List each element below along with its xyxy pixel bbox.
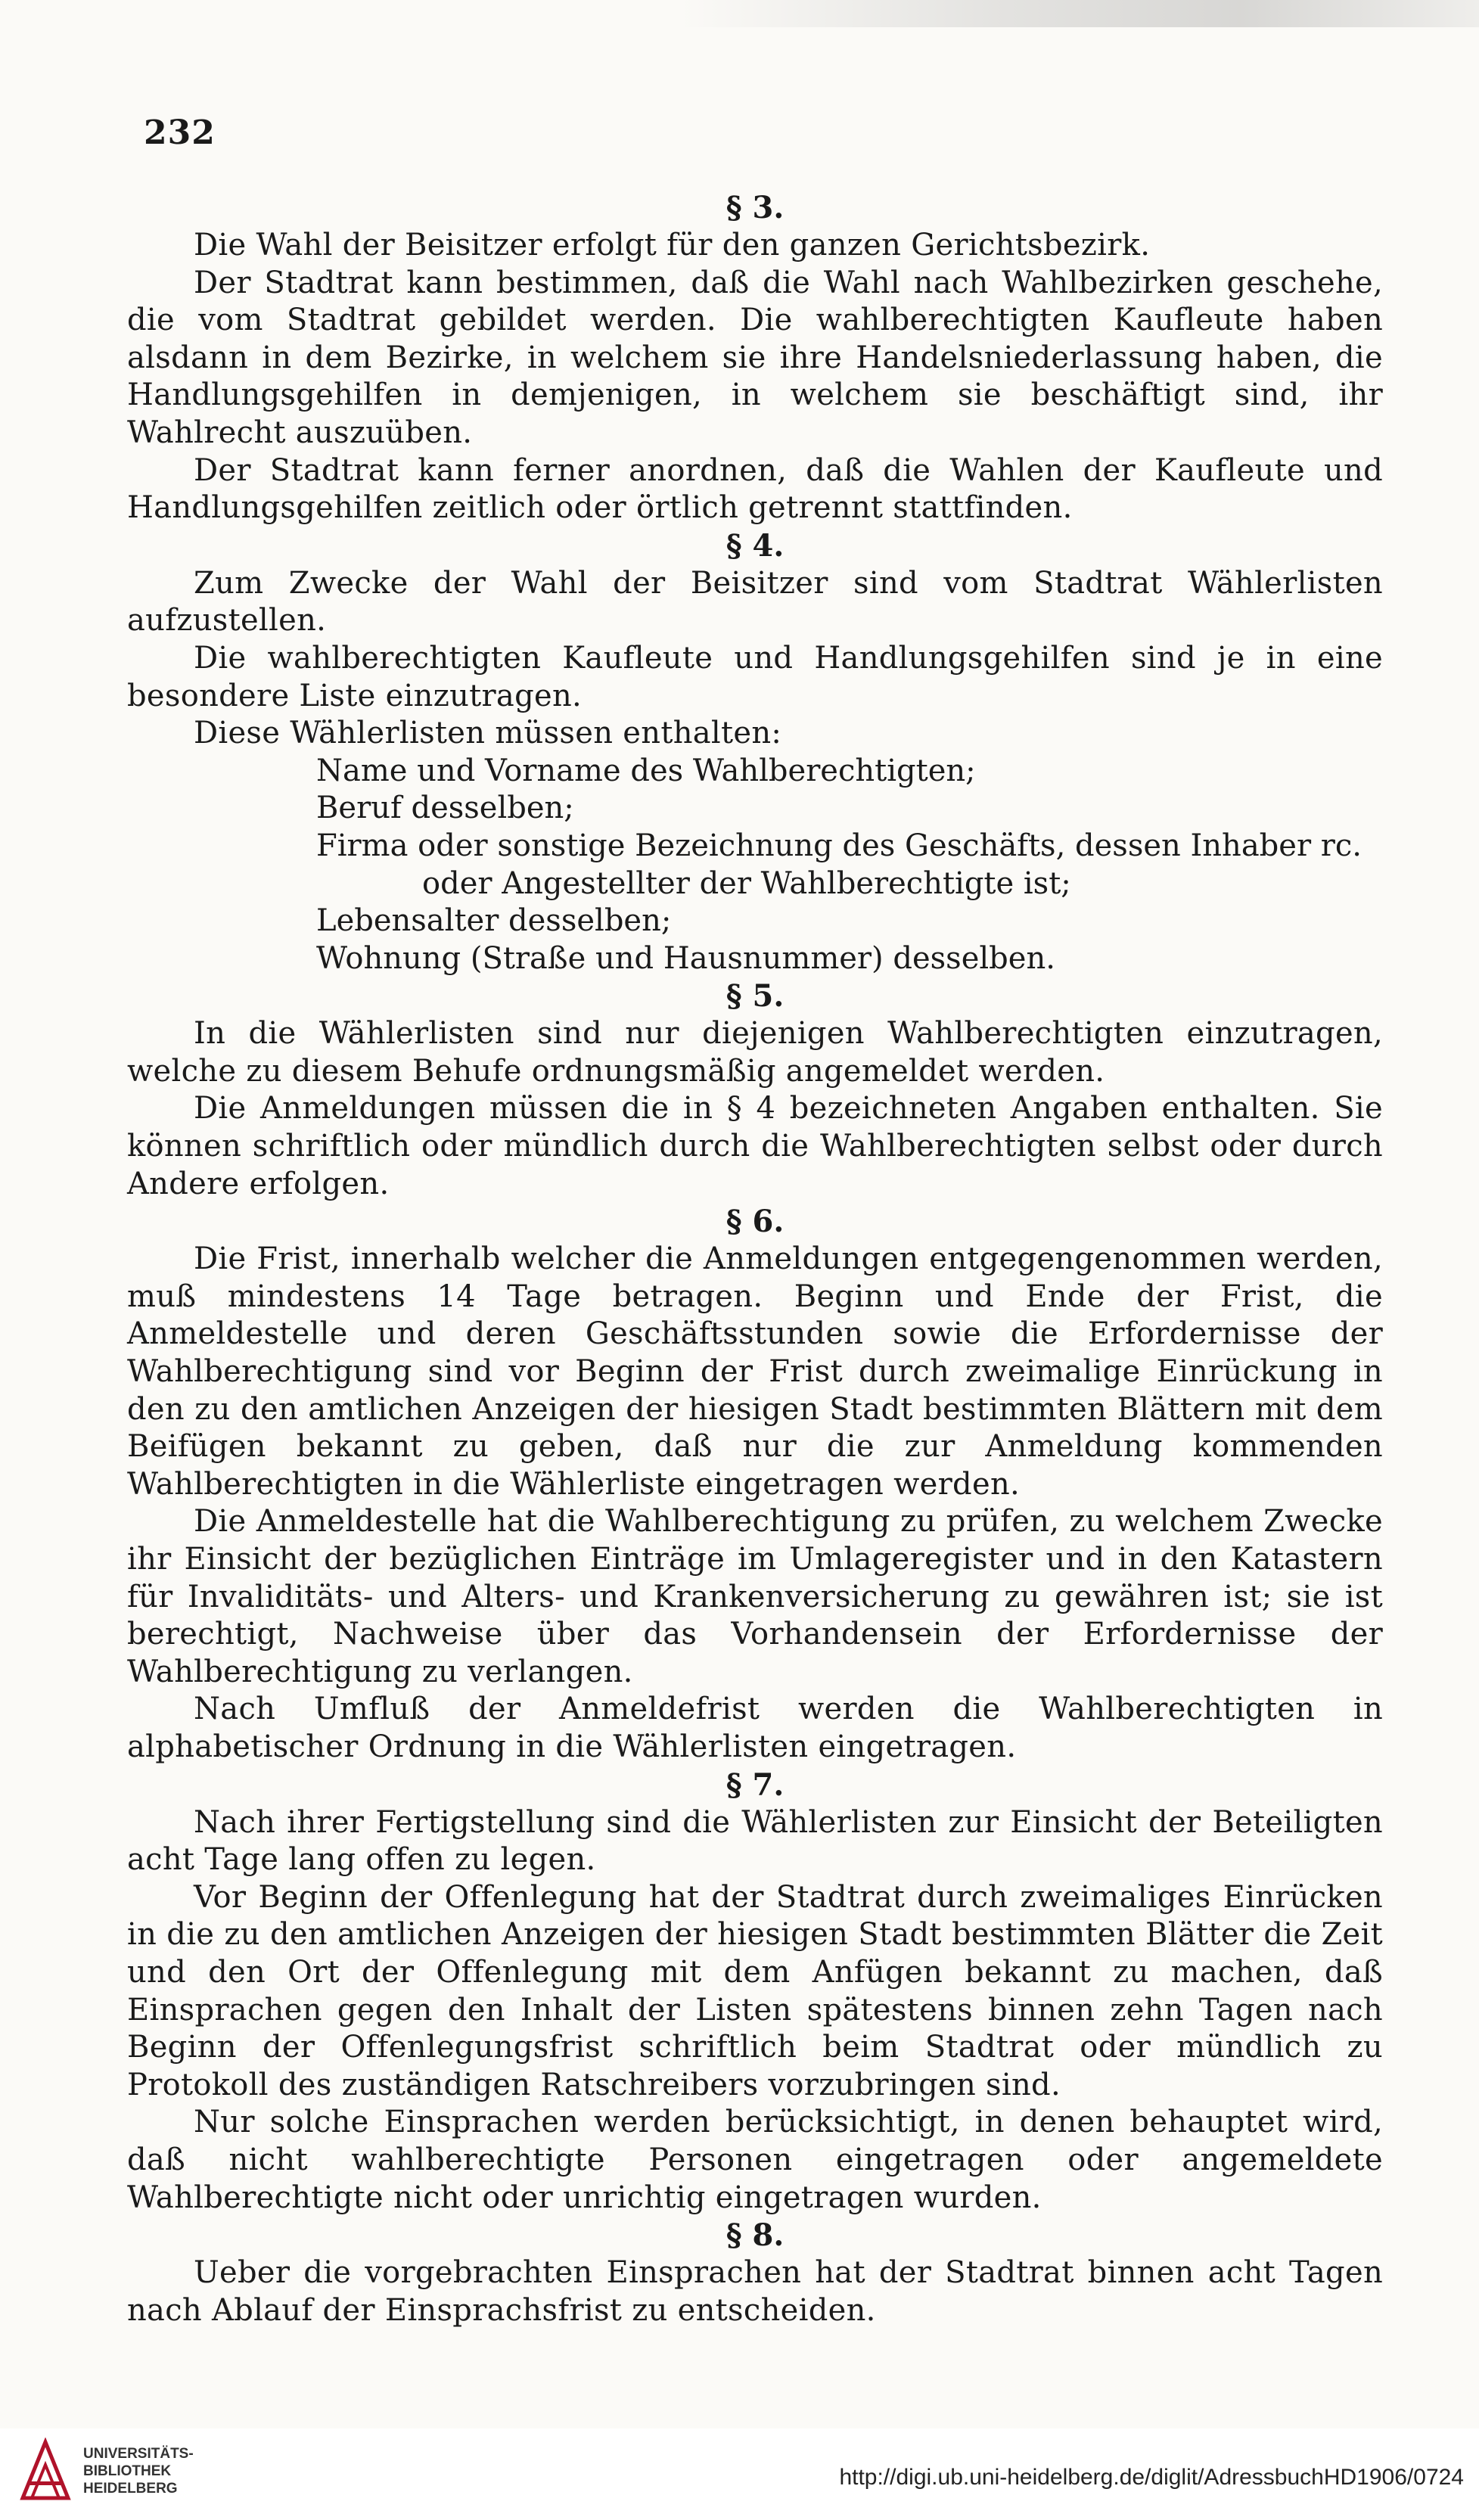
paragraph: Nach Umfluß der Anmeldefrist werden die Wahlberechtigten in alphabetischer Ordnung in die Wählerlisten eingetragen. (127, 1692, 1383, 1764)
list-item: Firma oder sonstige Bezeichnung des Geschäfts, dessen Inhaber rc. (316, 828, 1362, 863)
paragraph: Zum Zwecke der Wahl der Beisitzer sind vom Stadtrat Wählerlisten aufzustellen. (127, 565, 1383, 639)
paragraph: Diese Wählerlisten müssen enthalten: (194, 716, 782, 751)
paragraph: Die wahlberechtigten Kaufleute und Handlungsgehilfen sind je in eine besondere Liste einzutragen. (127, 640, 1383, 713)
paragraph: Die Wahl der Beisitzer erfolgt für den ganzen Gerichtsbezirk. (194, 228, 1151, 263)
list-item: Wohnung (Straße und Hausnummer) desselben. (316, 940, 1055, 976)
library-name-line: UNIVERSITÄTS- (83, 2446, 194, 2462)
source-url-link[interactable]: http://digi.ub.uni-heidelberg.de/diglit/AdressbuchHD1906/0724 (839, 2465, 1464, 2490)
section-heading: § 5. (726, 978, 785, 1015)
section-7 (127, 1766, 1383, 2217)
paragraph: Nach ihrer Fertigstellung sind die Wählerlisten zur Einsicht der Beteiligten acht Tage lang offen zu legen. (127, 1804, 1383, 1878)
paragraph: Die Frist, innerhalb welcher die Anmeldungen entgegengenommen werden, muß mindestens 14 Tage betragen. Beginn und Ende der Frist, die Anmeldestelle und deren Geschäftsstunden sowie die Erfordernisse der Wahlberechtigung sind vor Beginn der Frist durch zweimalige Einrückung in den zu den amtlichen Anzeigen der hiesigen Stadt bestimmten Blättern mit dem Beifügen bekannt zu geben, daß nur die zur Anmeldung kommenden Wahlberechtigten in die Wählerliste eingetragen werden. (127, 1241, 1383, 1502)
paragraph: Nur solche Einsprachen werden berücksichtigt, in denen behauptet wird, daß nicht wahlberechtigte Personen eingetragen oder angemeldete Wahlberechtigte nicht oder unrichtig eingetragen wurden. (127, 2105, 1383, 2215)
paragraph: Vor Beginn der Offenlegung hat der Stadtrat durch zweimaliges Einrücken in die zu den amtlichen Anzeigen der hiesigen Stadt bestimmten Blätter die Zeit und den Ort der Offenlegung mit dem Anfügen bekannt zu machen, daß Einsprachen gegen den Inhalt der Listen spätestens binnen zehn Tagen nach Beginn der Offenlegungsfrist schriftlich beim Stadtrat oder mündlich zu Protokoll des zuständigen Ratschreibers vorzubringen sind. (127, 1879, 1383, 2102)
voter-list-fields (127, 753, 1383, 978)
section-4 (127, 527, 1383, 978)
paragraph: In die Wählerlisten sind nur diejenigen Wahlberechtigten einzutragen, welche zu diesem Behufe ordnungsmäßig angemeldet werden. (127, 1016, 1383, 1089)
paragraph: Der Stadtrat kann bestimmen, daß die Wahl nach Wahlbezirken geschehe, die vom Stadtrat gebildet werden. Die wahlberechtigten Kaufleute haben alsdann in dem Bezirke, in welchem sie ihre Handelsniederlassung haben, die Handlungsgehilfen in demjenigen, in welchem sie beschäftigt sind, ihr Wahlrecht auszuüben. (127, 265, 1383, 450)
paragraph: Die Anmeldestelle hat die Wahlberechtigung zu prüfen, zu welchem Zwecke ihr Einsicht der bezüglichen Einträge im Umlageregister und in den Katastern für Invaliditäts- und Alters- und Krankenversicherung zu gewähren ist; sie ist berechtigt, Nachweise über das Vorhandensein der Erfordernisse der Wahlberechtigung zu verlangen. (127, 1504, 1383, 1689)
section-3 (127, 189, 1383, 527)
document-body (127, 189, 1383, 2329)
section-heading: § 4. (726, 527, 785, 564)
paragraph: Die Anmeldungen müssen die in § 4 bezeichneten Angaben enthalten. Sie können schriftlich oder mündlich durch die Wahlberechtigten selbst oder durch Andere erfolgen. (127, 1091, 1383, 1201)
list-item: Beruf desselben; (316, 791, 574, 826)
paragraph: Ueber die vorgebrachten Einsprachen hat der Stadtrat binnen acht Tagen nach Ablauf der Einsprachsfrist zu entscheiden. (127, 2255, 1383, 2328)
section-heading: § 7. (726, 1766, 785, 1803)
paragraph: Der Stadtrat kann ferner anordnen, daß die Wahlen der Kaufleute und Handlungsgehilfen zeitlich oder örtlich getrennt stattfinden. (127, 452, 1383, 526)
library-name-line: HEIDELBERG (83, 2481, 178, 2497)
library-name-line: BIBLIOTHEK (83, 2463, 172, 2479)
list-item: oder Angestellter der Wahlberechtigte ist; (422, 865, 1071, 901)
library-logo-icon[interactable] (17, 2438, 74, 2507)
section-heading: § 3. (726, 190, 785, 225)
section-8 (127, 2217, 1383, 2329)
section-heading: § 8. (726, 2217, 785, 2254)
section-heading: § 6. (726, 1204, 785, 1240)
page-number: 232 (144, 113, 216, 152)
list-item: Name und Vorname des Wahlberechtigten; (316, 753, 976, 788)
scan-edge-noise (681, 0, 1479, 27)
section-6 (127, 1203, 1383, 1766)
section-5 (127, 977, 1383, 1203)
list-item: Lebensalter desselben; (316, 903, 672, 939)
library-name[interactable] (83, 2445, 194, 2497)
